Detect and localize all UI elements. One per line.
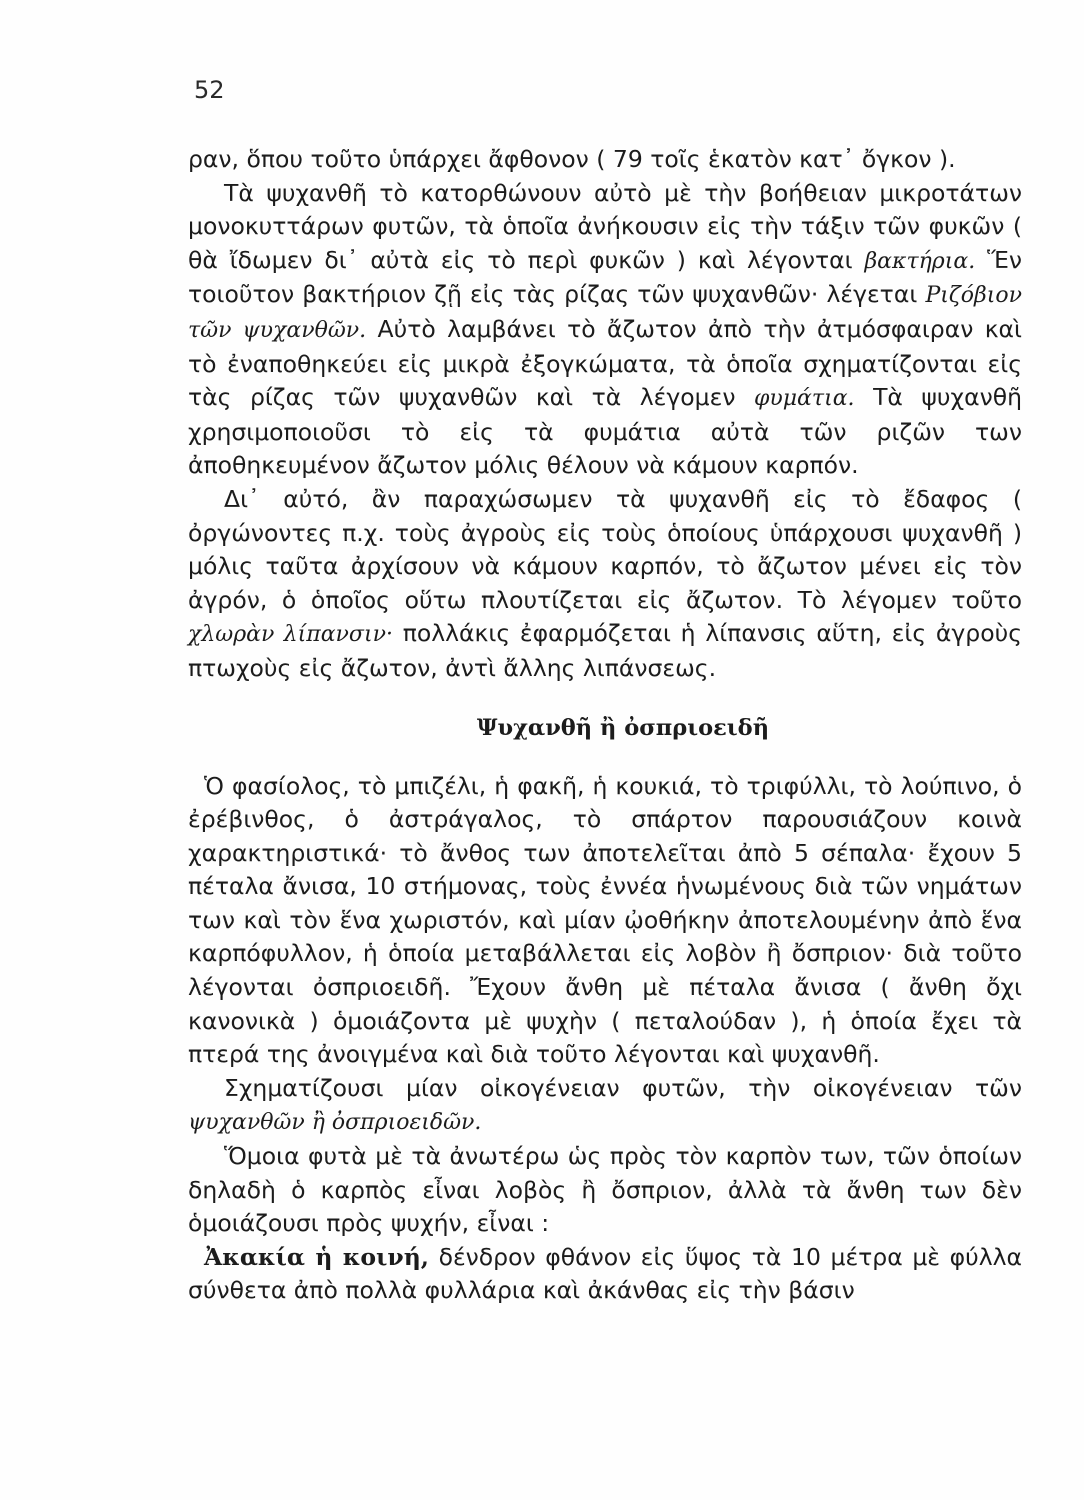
paragraph-6-text: δένδρον φθάνον εἰς ὕψος τὰ 10 μέτρα μὲ φύλλα σύνθετα ἀπὸ πολλὰ φυλλάρια καὶ ἀκάνθας εἰς τὴν βάσιν	[188, 1242, 1022, 1305]
paragraph-1	[188, 177, 1022, 483]
body-text	[188, 143, 1022, 1308]
term-fymatia: φυμάτια.	[753, 386, 855, 412]
paragraph-2-text-b: πολλάκις ἐφαρμόζεται ἡ λίπανσις αὕτη, εἰς ἀγροὺς πτωχοὺς εἰς ἄζωτον, ἀντὶ ἄλλης λιπάνσεως.	[188, 619, 1022, 682]
paragraph-1-text-a: Τὰ ψυχανθῆ τὸ κατορθώνουν αὐτὸ μὲ τὴν βοήθειαν μικροτάτων μονοκυττάρων φυτῶν, τὰ ὁποῖα ἀνήκουσιν εἰς τὴν τάξιν τῶν φυκῶν ( θὰ ἴδωμεν δι᾽ αὐτὰ εἰς τὸ περὶ φυκῶν ) καὶ λέγονται	[188, 178, 1022, 274]
paragraph-1-text-c: Αὐτὸ λαμβάνει τὸ ἄζωτον ἀπὸ τὴν ἀτμόσφαιραν καὶ τὸ ἐναποθηκεύει εἰς μικρὰ ἐξογκώματα, τὰ ὁποῖα σχηματίζονται εἰς τὰς ρίζας τῶν ψυχανθῶν καὶ τὰ λέγομεν	[188, 314, 1023, 412]
term-akakia: Ἀκακία ἡ κοινή,	[204, 1242, 429, 1271]
page-number: 52	[194, 76, 225, 104]
term-rizobion: Ριζόβιον τῶν ψυχανθῶν.	[188, 283, 1022, 343]
paragraph-2-text-a: Δι᾽ αὐτό, ἂν παραχώσωμεν τὰ ψυχανθῆ εἰς τὸ ἔδαφος ( ὀργώνοντες π.χ. τοὺς ἀγροὺς εἰς τοὺς ὁποίους ὑπάρχουσι ψυχανθῆ ) μόλις ταῦτα ἀρχίσουν νὰ κάμουν καρπόν, τὸ ἄζωτον μένει εἰς τὸν ἀγρόν, ὁ ὁποῖος οὕτω πλουτίζεται εἰς ἄζωτον. Τὸ λέγομεν τοῦτο	[188, 484, 1022, 614]
paragraph-1-text-d: Τὰ ψυχανθῆ χρησιμοποιοῦσι τὸ εἰς τὰ φυμάτια αὐτὰ τῶν ριζῶν των ἀποθηκευμένον ἄζωτον μόλις θέλουν νὰ κάμουν καρπόν.	[188, 383, 1022, 480]
term-bakteria: βακτήρια.	[864, 248, 976, 274]
paragraph-3: Ὁ φασίολος, τὸ μπιζέλι, ἡ φακῆ, ἡ κουκιά, τὸ τριφύλλι, τὸ λούπινο, ὁ ἐρέβινθος, ὁ ἀστράγαλος, τὸ σπάρτον παρουσιάζουν κοινὰ χαρακτηριστικά· τὸ ἄνθος των ἀποτελεῖται ἀπὸ 5 σέπαλα· ἔχουν 5 πέταλα ἄνισα, 10 στήμονας, τοὺς ἐννέα ἡνωμένους διὰ τῶν νημάτων των καὶ τὸν ἕνα χωριστόν, καὶ μίαν ᾠοθήκην ἀποτελουμένην ἀπὸ ἕνα καρπόφυλλον, ἡ ὁποία μεταβάλλεται εἰς λοβὸν ἢ ὄσπριον· διὰ τοῦτο λέγονται ὀσπριοειδῆ. Ἔχουν ἄνθη μὲ πέταλα ἄνισα ( ἄνθη ὄχι κανονικὰ ) ὁμοιάζοντα μὲ ψυχὴν ( πεταλούδαν ), ἡ ὁποία ἔχει τὰ πτερά της ἀνοιγμένα καὶ διὰ τοῦτο λέγονται καὶ ψυχανθῆ.	[188, 771, 1022, 1069]
paragraph-5: Ὅμοια φυτὰ μὲ τὰ ἀνωτέρω ὡς πρὸς τὸν καρπὸν των, τῶν ὁποίων δηλαδὴ ὁ καρπὸς εἶναι λοβὸς ἢ ὄσπριον, ἀλλὰ τὰ ἄνθη των δὲν ὁμοιάζουσι πρὸς ψυχήν, εἶναι :	[188, 1142, 1022, 1238]
paragraph-4-text: Σχηματίζουσι μίαν οἰκογένειαν φυτῶν, τὴν οἰκογένειαν τῶν	[224, 1073, 1022, 1102]
paragraph-6	[188, 1241, 1022, 1308]
paragraph-4	[188, 1072, 1022, 1140]
paragraph-2	[188, 483, 1022, 686]
section-heading: Ψυχανθῆ ἢ ὀσπριοειδῆ	[476, 714, 770, 741]
paragraph-1-text-b: Ἕν τοιοῦτον βακτήριον ζῇ εἰς τὰς ρίζας τῶν ψυχανθῶν· λέγεται	[188, 245, 1022, 309]
paragraph-1-first-line: ραν, ὅπου τοῦτο ὑπάρχει ἄφθονον ( 79 τοῖς ἑκατὸν κατ᾽ ὄγκον ).	[188, 145, 956, 173]
term-family-name: ψυχανθῶν ἢ ὀσπριοειδῶν.	[188, 1110, 482, 1136]
term-chloran-lipansin: χλωρὰν λίπανσιν·	[188, 622, 393, 648]
